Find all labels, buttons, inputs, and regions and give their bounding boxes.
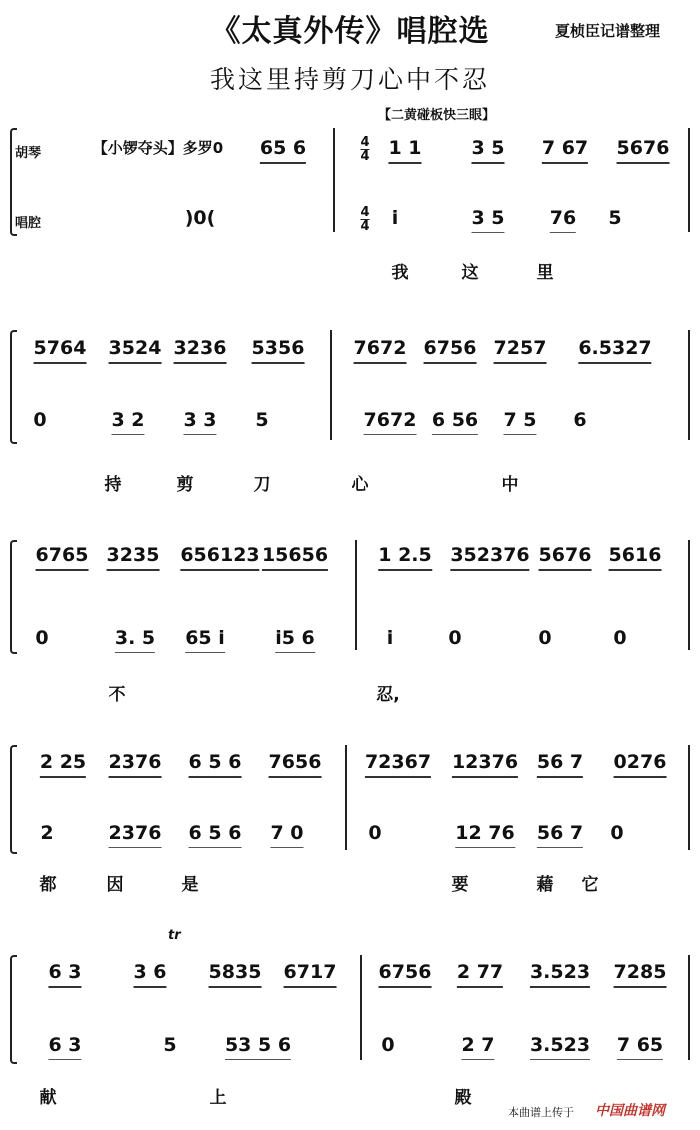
huqin-note-group: 5676: [539, 545, 592, 571]
huqin-note-group: 2 25: [40, 752, 86, 778]
huqin-note-group: 5676: [617, 138, 670, 164]
vocal-note-group: 6: [573, 409, 587, 431]
time-signature: [360, 136, 369, 163]
huqin-note-group: 352376: [450, 545, 529, 571]
vocal-note-group: 7672: [364, 410, 417, 435]
barline-end: [688, 540, 690, 650]
huqin-note-group: 3.523: [530, 962, 590, 988]
vocal-note-group: 6 3: [48, 1035, 81, 1060]
barline: [355, 540, 357, 650]
time-signature: [360, 206, 369, 233]
system-brace: [10, 745, 17, 854]
system-brace: [10, 128, 17, 236]
huqin-note-group: 6.5327: [578, 338, 651, 364]
vocal-note-group: 5: [608, 207, 622, 229]
time-signature-top: 4: [360, 135, 370, 150]
barline: [345, 745, 347, 850]
lyric-char: 藉: [536, 875, 554, 895]
lyric-char: 里: [536, 263, 554, 283]
system-brace: [10, 540, 17, 654]
huqin-note-group: 56 7: [537, 752, 583, 778]
lyric-char: 心: [351, 475, 369, 495]
trill-mark: tr: [168, 928, 181, 943]
vocal-note-group: i5 6: [275, 628, 315, 653]
huqin-note-group: 3 5: [471, 138, 504, 164]
huqin-note-group: 1 1: [388, 138, 421, 164]
huqin-note-group: 72367: [365, 752, 431, 778]
vocal-note-group: 3 2: [111, 410, 144, 435]
vocal-note-group: 0: [448, 627, 462, 649]
lyric-char: 这: [461, 263, 479, 283]
vocal-note-group: 6 56: [432, 410, 478, 435]
huqin-note-group: 7672: [354, 338, 407, 364]
lyric-char: 因: [106, 875, 124, 895]
lyric-char: 刀: [253, 475, 271, 495]
lyric-char: 我: [391, 263, 409, 283]
credit: 夏桢臣记谱整理: [555, 22, 661, 40]
vocal-note-group: 76: [550, 208, 576, 233]
time-signature-top: 4: [360, 205, 370, 220]
vocal-note-group: 5: [163, 1034, 177, 1056]
lyric-char: 它: [581, 875, 599, 895]
vocal-note-group: 3 5: [471, 208, 504, 233]
vocal-note-group: 0: [381, 1034, 395, 1056]
lyric-char: 持: [104, 475, 122, 495]
system-brace: [10, 330, 17, 444]
vocal-note-group: 2 7: [461, 1035, 494, 1060]
barline: [333, 128, 335, 232]
huqin-note-group: 65 6: [260, 138, 306, 164]
intro-vocal: )0(: [184, 207, 216, 229]
huqin-note-group: 6756: [379, 962, 432, 988]
intro-huqin: 【小锣夺头】多罗0: [92, 139, 224, 157]
vocal-note-group: 7 65: [617, 1035, 663, 1060]
vocal-note-group: 56 7: [537, 823, 583, 848]
huqin-note-group: 5356: [252, 338, 305, 364]
footer-text: 本曲谱上传于: [508, 1106, 574, 1119]
lyric-char: 殿: [454, 1088, 472, 1108]
barline: [360, 955, 362, 1060]
vocal-note-group: 0: [613, 627, 627, 649]
barline-end: [688, 128, 690, 232]
vocal-note-group: i: [391, 207, 399, 229]
vocal-note-group: 53 5 6: [225, 1035, 291, 1060]
lyric-char: 忍,: [376, 685, 400, 705]
lyric-char: 剪: [176, 475, 194, 495]
huqin-note-group: 3 6: [133, 962, 166, 988]
barline: [330, 330, 332, 440]
vocal-note-group: 3. 5: [115, 628, 155, 653]
huqin-note-group: 3236: [174, 338, 227, 364]
vocal-note-group: 7 5: [503, 410, 536, 435]
vocal-note-group: 3 3: [183, 410, 216, 435]
vocal-note-group: 0: [33, 409, 47, 431]
page-title: 《太真外传》唱腔选: [210, 14, 490, 49]
vocal-label: 唱腔: [15, 216, 42, 231]
site-logo: 中国曲谱网: [595, 1103, 665, 1119]
huqin-note-group: 6756: [424, 338, 477, 364]
huqin-note-group: 6 3: [48, 962, 81, 988]
lyric-char: 不: [108, 685, 126, 705]
huqin-note-group: 6765: [36, 545, 89, 571]
huqin-note-group: 5616: [609, 545, 662, 571]
song-subtitle: 我这里持剪刀心中不忍: [209, 65, 490, 94]
barline-end: [688, 330, 690, 440]
huqin-note-group: 0276: [614, 752, 667, 778]
lyric-char: 要: [451, 875, 469, 895]
lyric-char: 中: [501, 475, 519, 495]
barline-end: [688, 955, 690, 1060]
time-signature-bottom: 4: [360, 149, 370, 164]
vocal-note-group: 6 5 6: [189, 823, 242, 848]
huqin-note-group: 5835: [209, 962, 262, 988]
huqin-label: 胡琴: [15, 146, 42, 161]
vocal-note-group: 0: [35, 627, 49, 649]
huqin-note-group: 2 77: [457, 962, 503, 988]
huqin-note-group: 2376: [109, 752, 162, 778]
huqin-note-group: 7656: [269, 752, 322, 778]
huqin-note-group: 656123: [180, 545, 259, 571]
huqin-note-group: 7 67: [542, 138, 588, 164]
huqin-note-group: 15656: [262, 545, 328, 571]
huqin-note-group: 7285: [614, 962, 667, 988]
system-brace: [10, 955, 17, 1064]
lyric-char: 是: [181, 875, 199, 895]
huqin-note-group: 3235: [107, 545, 160, 571]
lyric-char: 都: [39, 875, 57, 895]
huqin-note-group: 6717: [284, 962, 337, 988]
vocal-note-group: 2376: [109, 823, 162, 848]
vocal-note-group: 0: [538, 627, 552, 649]
vocal-note-group: 0: [610, 822, 624, 844]
meter-style-label: 【二黄碰板快三眼】: [378, 108, 496, 123]
vocal-note-group: i: [386, 627, 394, 649]
vocal-note-group: 0: [368, 822, 382, 844]
vocal-note-group: 65 i: [185, 628, 225, 653]
huqin-note-group: 3524: [109, 338, 162, 364]
huqin-note-group: 6 5 6: [189, 752, 242, 778]
vocal-note-group: 7 0: [270, 823, 303, 848]
vocal-note-group: 2: [40, 822, 54, 844]
huqin-note-group: 7257: [494, 338, 547, 364]
barline-end: [688, 745, 690, 850]
time-signature-bottom: 4: [360, 219, 370, 234]
lyric-char: 献: [39, 1088, 57, 1108]
huqin-note-group: 5764: [34, 338, 87, 364]
vocal-note-group: 5: [255, 409, 269, 431]
lyric-char: 上: [209, 1088, 227, 1108]
vocal-note-group: 3.523: [530, 1035, 590, 1060]
huqin-note-group: 1 2.5: [378, 545, 432, 571]
huqin-note-group: 12376: [452, 752, 518, 778]
vocal-note-group: 12 76: [455, 823, 515, 848]
